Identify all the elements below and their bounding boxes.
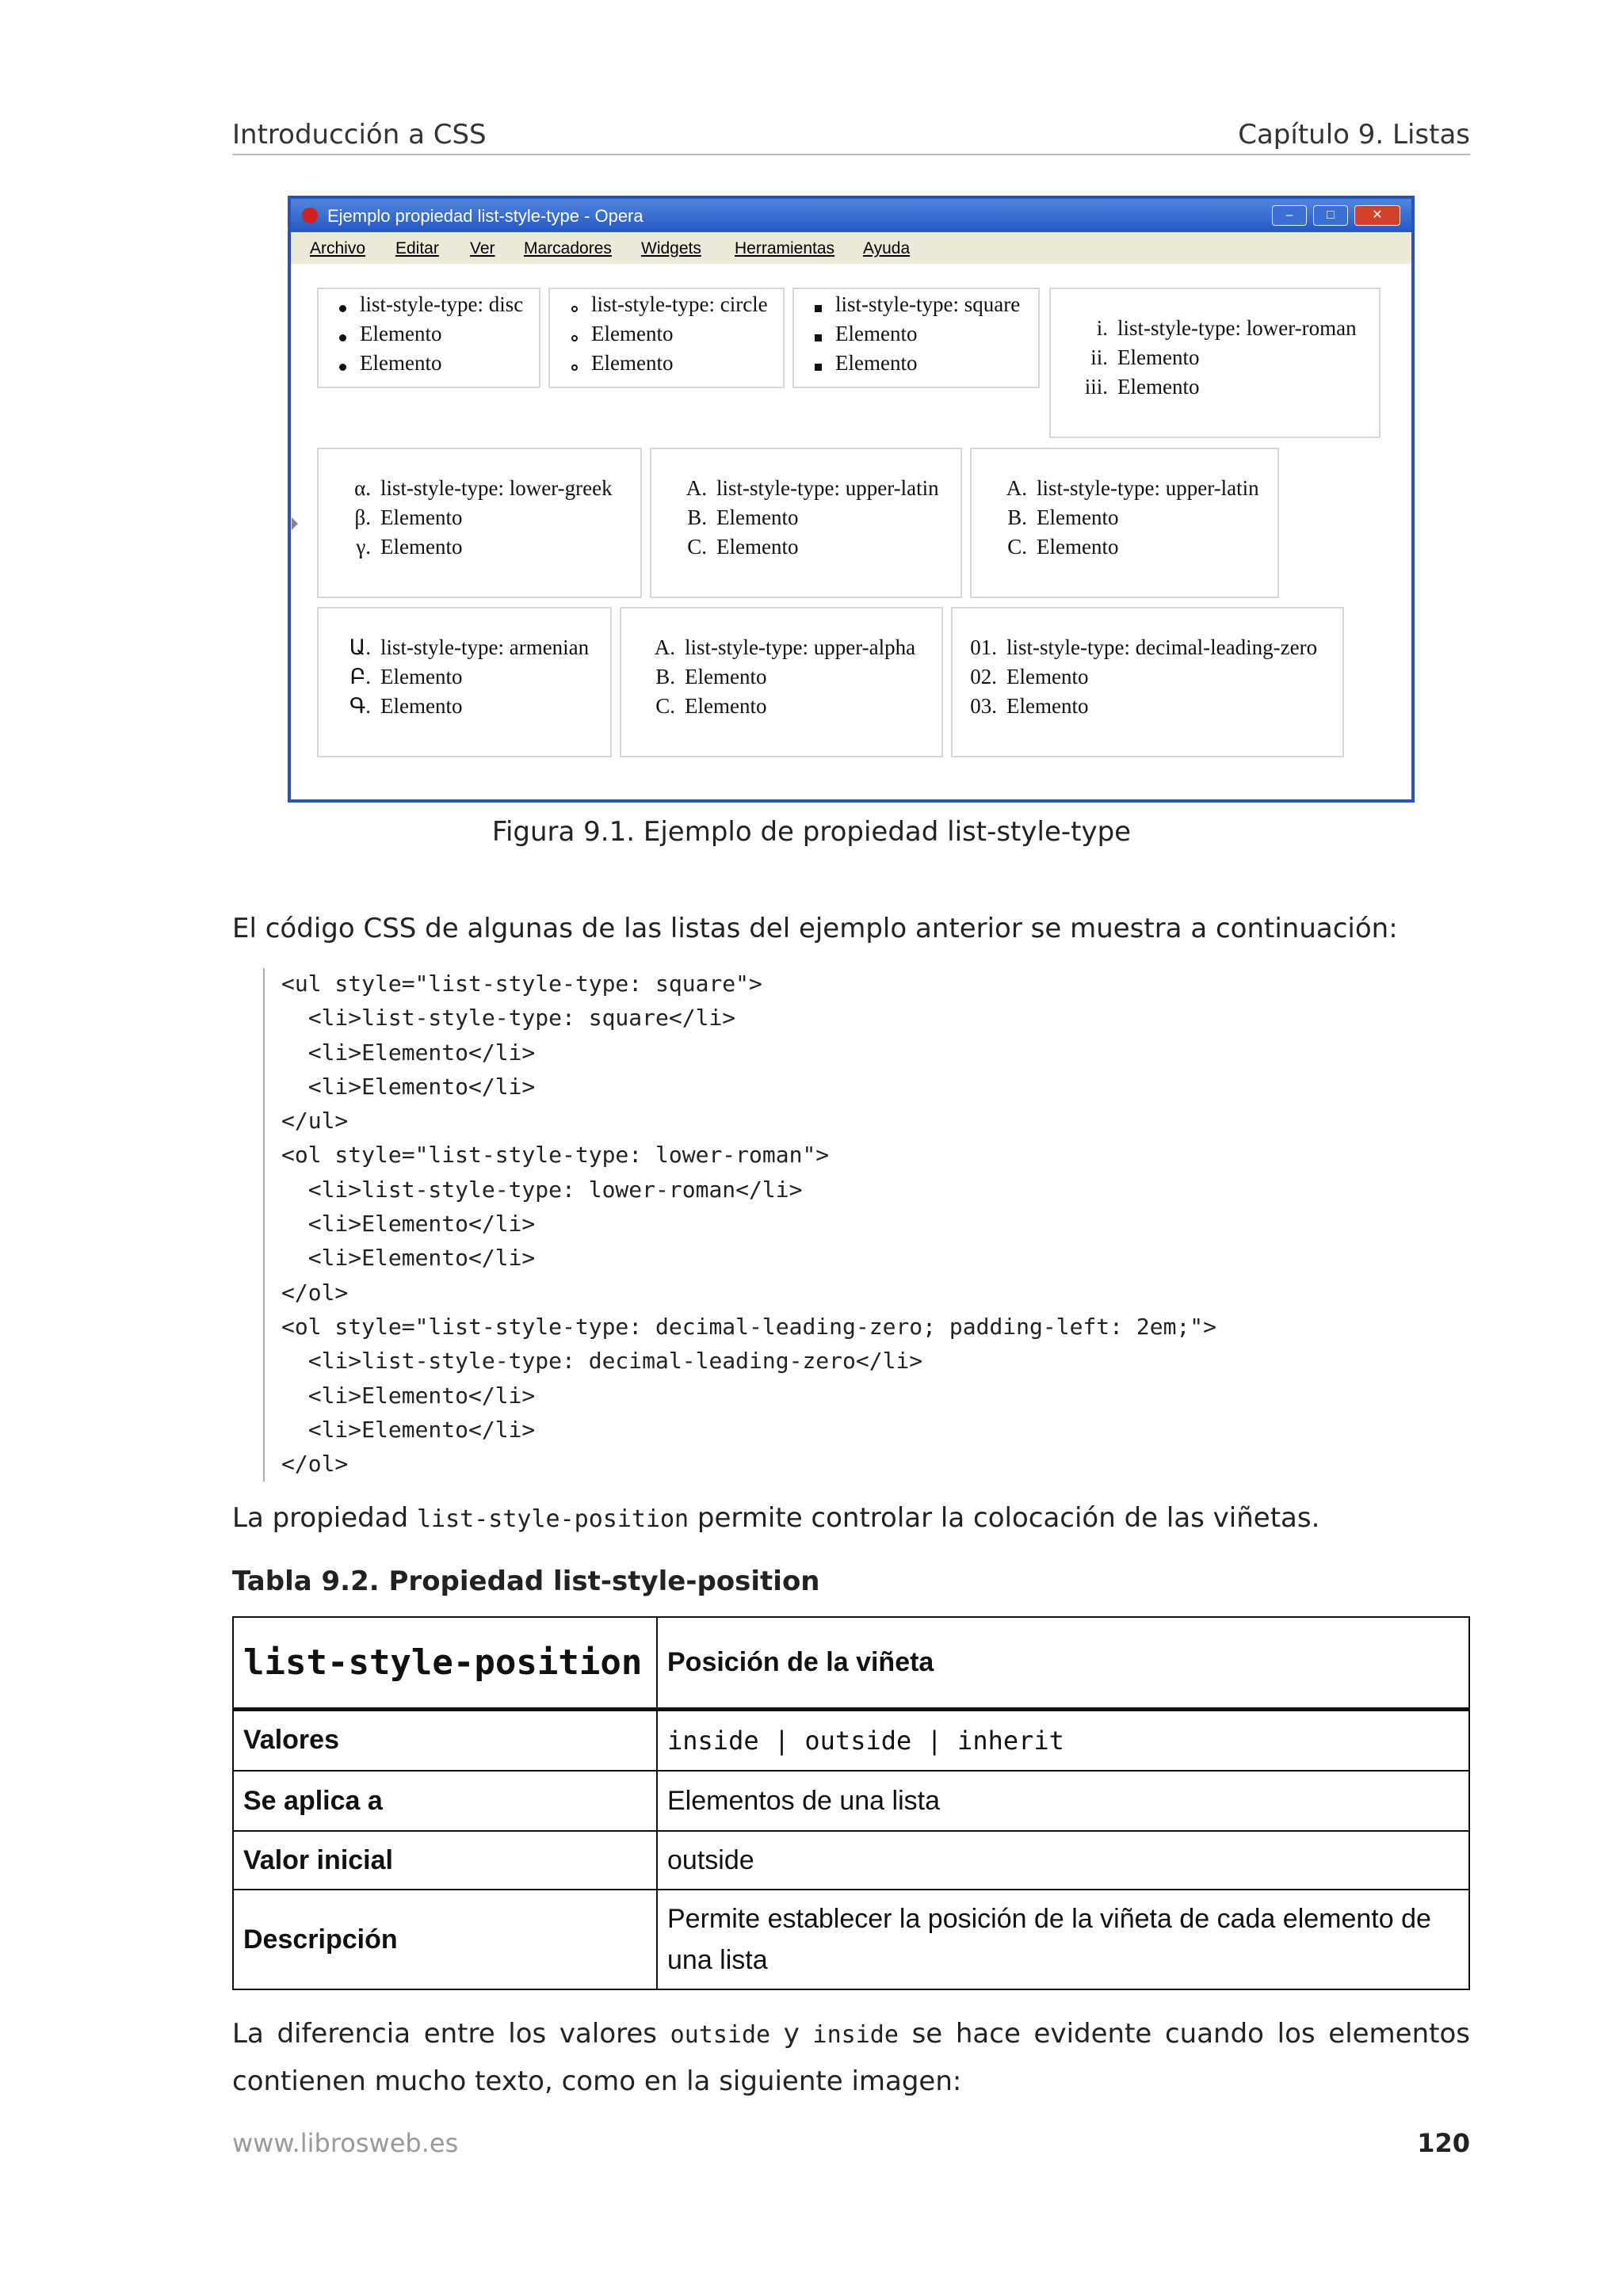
disc-bullet-icon — [339, 305, 346, 312]
minimize-button[interactable]: – — [1272, 205, 1307, 226]
code-line: <li>Elemento</li> — [281, 1039, 536, 1066]
list-item: list-style-type: lower-roman — [1117, 316, 1357, 340]
list-item: Elemento — [360, 351, 442, 375]
list-marker: A. — [685, 476, 707, 500]
text: y — [770, 2018, 813, 2050]
list-item: Elemento — [685, 665, 767, 688]
running-header-left: Introducción a CSS — [232, 119, 487, 151]
list-item: list-style-type: square — [835, 292, 1021, 316]
opera-window-screenshot — [288, 196, 1415, 803]
list-marker: B. — [1007, 505, 1027, 529]
running-header-right: Capítulo 9. Listas — [1238, 119, 1470, 151]
code-line: <ul style="list-style-type: square"> — [281, 971, 762, 997]
table-cell: Se aplica a — [233, 1771, 657, 1831]
square-bullet-icon — [815, 334, 822, 341]
square-bullet-icon — [815, 305, 822, 312]
list-item: Elemento — [591, 322, 674, 345]
code-line: </ol> — [281, 1279, 349, 1306]
table-cell: Posición de la viñeta — [657, 1617, 1469, 1709]
list-item: list-style-type: decimal-leading-zero — [1006, 635, 1318, 659]
circle-bullet-icon — [571, 364, 578, 371]
list-marker: C. — [687, 535, 707, 559]
list-item: list-style-type: upper-latin — [1037, 476, 1259, 500]
list-item: Elemento — [835, 351, 918, 375]
browser-content — [291, 264, 1411, 799]
code-line: <li>Elemento</li> — [281, 1211, 536, 1238]
code-line: </ul> — [281, 1108, 349, 1135]
property-table — [232, 1616, 1470, 1990]
list-upper-latin-2 — [970, 448, 1279, 598]
list-item: Elemento — [360, 322, 442, 345]
list-item: Elemento — [1037, 505, 1119, 529]
disc-bullet-icon — [339, 334, 346, 341]
list-disc — [317, 288, 540, 388]
list-item: list-style-type: upper-latin — [716, 476, 939, 500]
code-line: <li>Elemento</li> — [281, 1245, 536, 1272]
list-marker: Ա. — [349, 635, 371, 659]
table-row — [233, 1709, 1469, 1771]
list-item: list-style-type: lower-greek — [380, 476, 613, 500]
list-item: Elemento — [1006, 694, 1089, 718]
inline-code: inside — [812, 2021, 899, 2049]
table-cell: Valor inicial — [233, 1831, 657, 1890]
list-item: list-style-type: upper-alpha — [685, 635, 916, 659]
list-marker: i. — [1096, 316, 1108, 340]
text: permite controlar la colocación de las viñetas. — [689, 1502, 1320, 1534]
list-item: Elemento — [380, 665, 463, 688]
table-row — [233, 1771, 1469, 1831]
window-titlebar — [291, 199, 1411, 232]
circle-bullet-icon — [571, 335, 578, 341]
menu-herramientas[interactable]: Herramientas — [735, 239, 835, 257]
code-line: <li>list-style-type: square</li> — [281, 1005, 736, 1032]
list-armenian — [317, 607, 612, 757]
code-line: <li>Elemento</li> — [281, 1382, 536, 1409]
list-marker: 03. — [970, 694, 997, 718]
table-cell: Elementos de una lista — [657, 1771, 1469, 1831]
list-decimal-leading-zero — [951, 607, 1344, 757]
close-button[interactable]: ✕ — [1354, 205, 1400, 226]
list-marker: B. — [655, 665, 675, 688]
list-lower-roman — [1049, 288, 1381, 438]
maximize-button[interactable]: □ — [1313, 205, 1348, 226]
list-marker: A. — [654, 635, 675, 659]
list-upper-latin — [650, 448, 962, 598]
table-header-row — [233, 1617, 1469, 1709]
menu-widgets[interactable]: Widgets — [641, 239, 701, 257]
code-line: <li>list-style-type: decimal-leading-zero</li> — [281, 1348, 923, 1375]
list-upper-alpha — [620, 607, 943, 757]
header-rule — [232, 154, 1470, 155]
list-item: Elemento — [380, 535, 463, 559]
list-item: Elemento — [380, 694, 463, 718]
list-marker: Գ. — [349, 694, 371, 718]
list-item: Elemento — [835, 322, 918, 345]
opera-logo-icon — [302, 208, 318, 223]
footer-url: www.librosweb.es — [232, 2128, 459, 2158]
table-cell: Valores — [233, 1709, 657, 1771]
table-caption: Tabla 9.2. Propiedad list-style-position — [232, 1566, 820, 1597]
list-marker: C. — [1007, 535, 1027, 559]
table-cell: inside | outside | inherit — [657, 1709, 1469, 1771]
figure-caption: Figura 9.1. Ejemplo de propiedad list-style-type — [491, 816, 1132, 848]
list-square — [792, 288, 1040, 388]
menu-bar — [291, 232, 1411, 265]
circle-bullet-icon — [571, 306, 578, 312]
code-line: <li>list-style-type: lower-roman</li> — [281, 1176, 803, 1203]
list-marker: γ. — [356, 535, 371, 559]
property-name: list-style-position — [243, 1642, 643, 1683]
code-block-rule — [263, 968, 265, 1482]
list-item: Elemento — [1006, 665, 1089, 688]
list-item: list-style-type: circle — [591, 292, 768, 316]
list-marker: iii. — [1084, 375, 1108, 399]
list-marker: Բ. — [349, 665, 371, 688]
square-bullet-icon — [815, 364, 822, 371]
list-marker: 01. — [970, 635, 997, 659]
text: se hace evidente cuando los elementos contienen mucho texto, como en la siguiente imagen: — [232, 2018, 1470, 2097]
list-circle — [548, 288, 785, 388]
disc-bullet-icon — [339, 364, 346, 371]
list-marker: β. — [354, 505, 371, 529]
menu-editar[interactable]: Editar — [395, 239, 439, 257]
code-block — [281, 967, 1216, 1481]
inline-code: outside — [670, 2021, 771, 2049]
menu-marcadores[interactable]: Marcadores — [524, 239, 612, 257]
list-item: Elemento — [1117, 375, 1200, 399]
list-marker: C. — [655, 694, 675, 718]
menu-ayuda[interactable]: Ayuda — [863, 239, 911, 257]
intro-paragraph: El código CSS de algunas de las listas del ejemplo anterior se muestra a continuación: — [232, 913, 1398, 944]
text: La diferencia entre los valores — [232, 2018, 670, 2050]
list-marker: 02. — [970, 665, 997, 688]
list-marker: ii. — [1090, 345, 1108, 369]
list-item: Elemento — [716, 535, 799, 559]
sidebar-handle-icon[interactable] — [292, 517, 298, 530]
table-cell — [233, 1617, 657, 1709]
text: La propiedad — [232, 1502, 417, 1534]
menu-ver[interactable]: Ver — [470, 239, 495, 257]
window-title: Ejemplo propiedad list-style-type - Opera — [327, 206, 643, 226]
table-row — [233, 1890, 1469, 1989]
list-item: list-style-type: armenian — [380, 635, 590, 659]
menu-archivo[interactable]: Archivo — [310, 239, 366, 257]
table-cell: Permite establecer la posición de la viñeta de cada elemento de una lista — [657, 1890, 1469, 1989]
list-marker: B. — [687, 505, 707, 529]
code-line: <li>Elemento</li> — [281, 1416, 536, 1443]
list-item: Elemento — [1117, 345, 1200, 369]
list-marker: α. — [354, 476, 371, 500]
inline-code: list-style-position — [416, 1505, 689, 1533]
position-paragraph — [232, 1502, 1470, 1534]
table-cell: Descripción — [233, 1890, 657, 1989]
code-line: <ol style="list-style-type: lower-roman"> — [281, 1142, 830, 1169]
list-item: Elemento — [716, 505, 799, 529]
list-marker: A. — [1006, 476, 1027, 500]
list-item: Elemento — [380, 505, 463, 529]
list-lower-greek — [317, 448, 642, 598]
table-row — [233, 1831, 1469, 1890]
page-number: 120 — [1417, 2128, 1470, 2158]
list-item: Elemento — [1037, 535, 1119, 559]
code-line: <ol style="list-style-type: decimal-leading-zero; padding-left: 2em;"> — [281, 1313, 1217, 1340]
difference-paragraph — [232, 2011, 1470, 2104]
code-line: <li>Elemento</li> — [281, 1073, 536, 1100]
table-cell: outside — [657, 1831, 1469, 1890]
list-item: list-style-type: disc — [360, 292, 524, 316]
list-item: Elemento — [685, 694, 767, 718]
code-line: </ol> — [281, 1451, 349, 1478]
list-item: Elemento — [591, 351, 674, 375]
